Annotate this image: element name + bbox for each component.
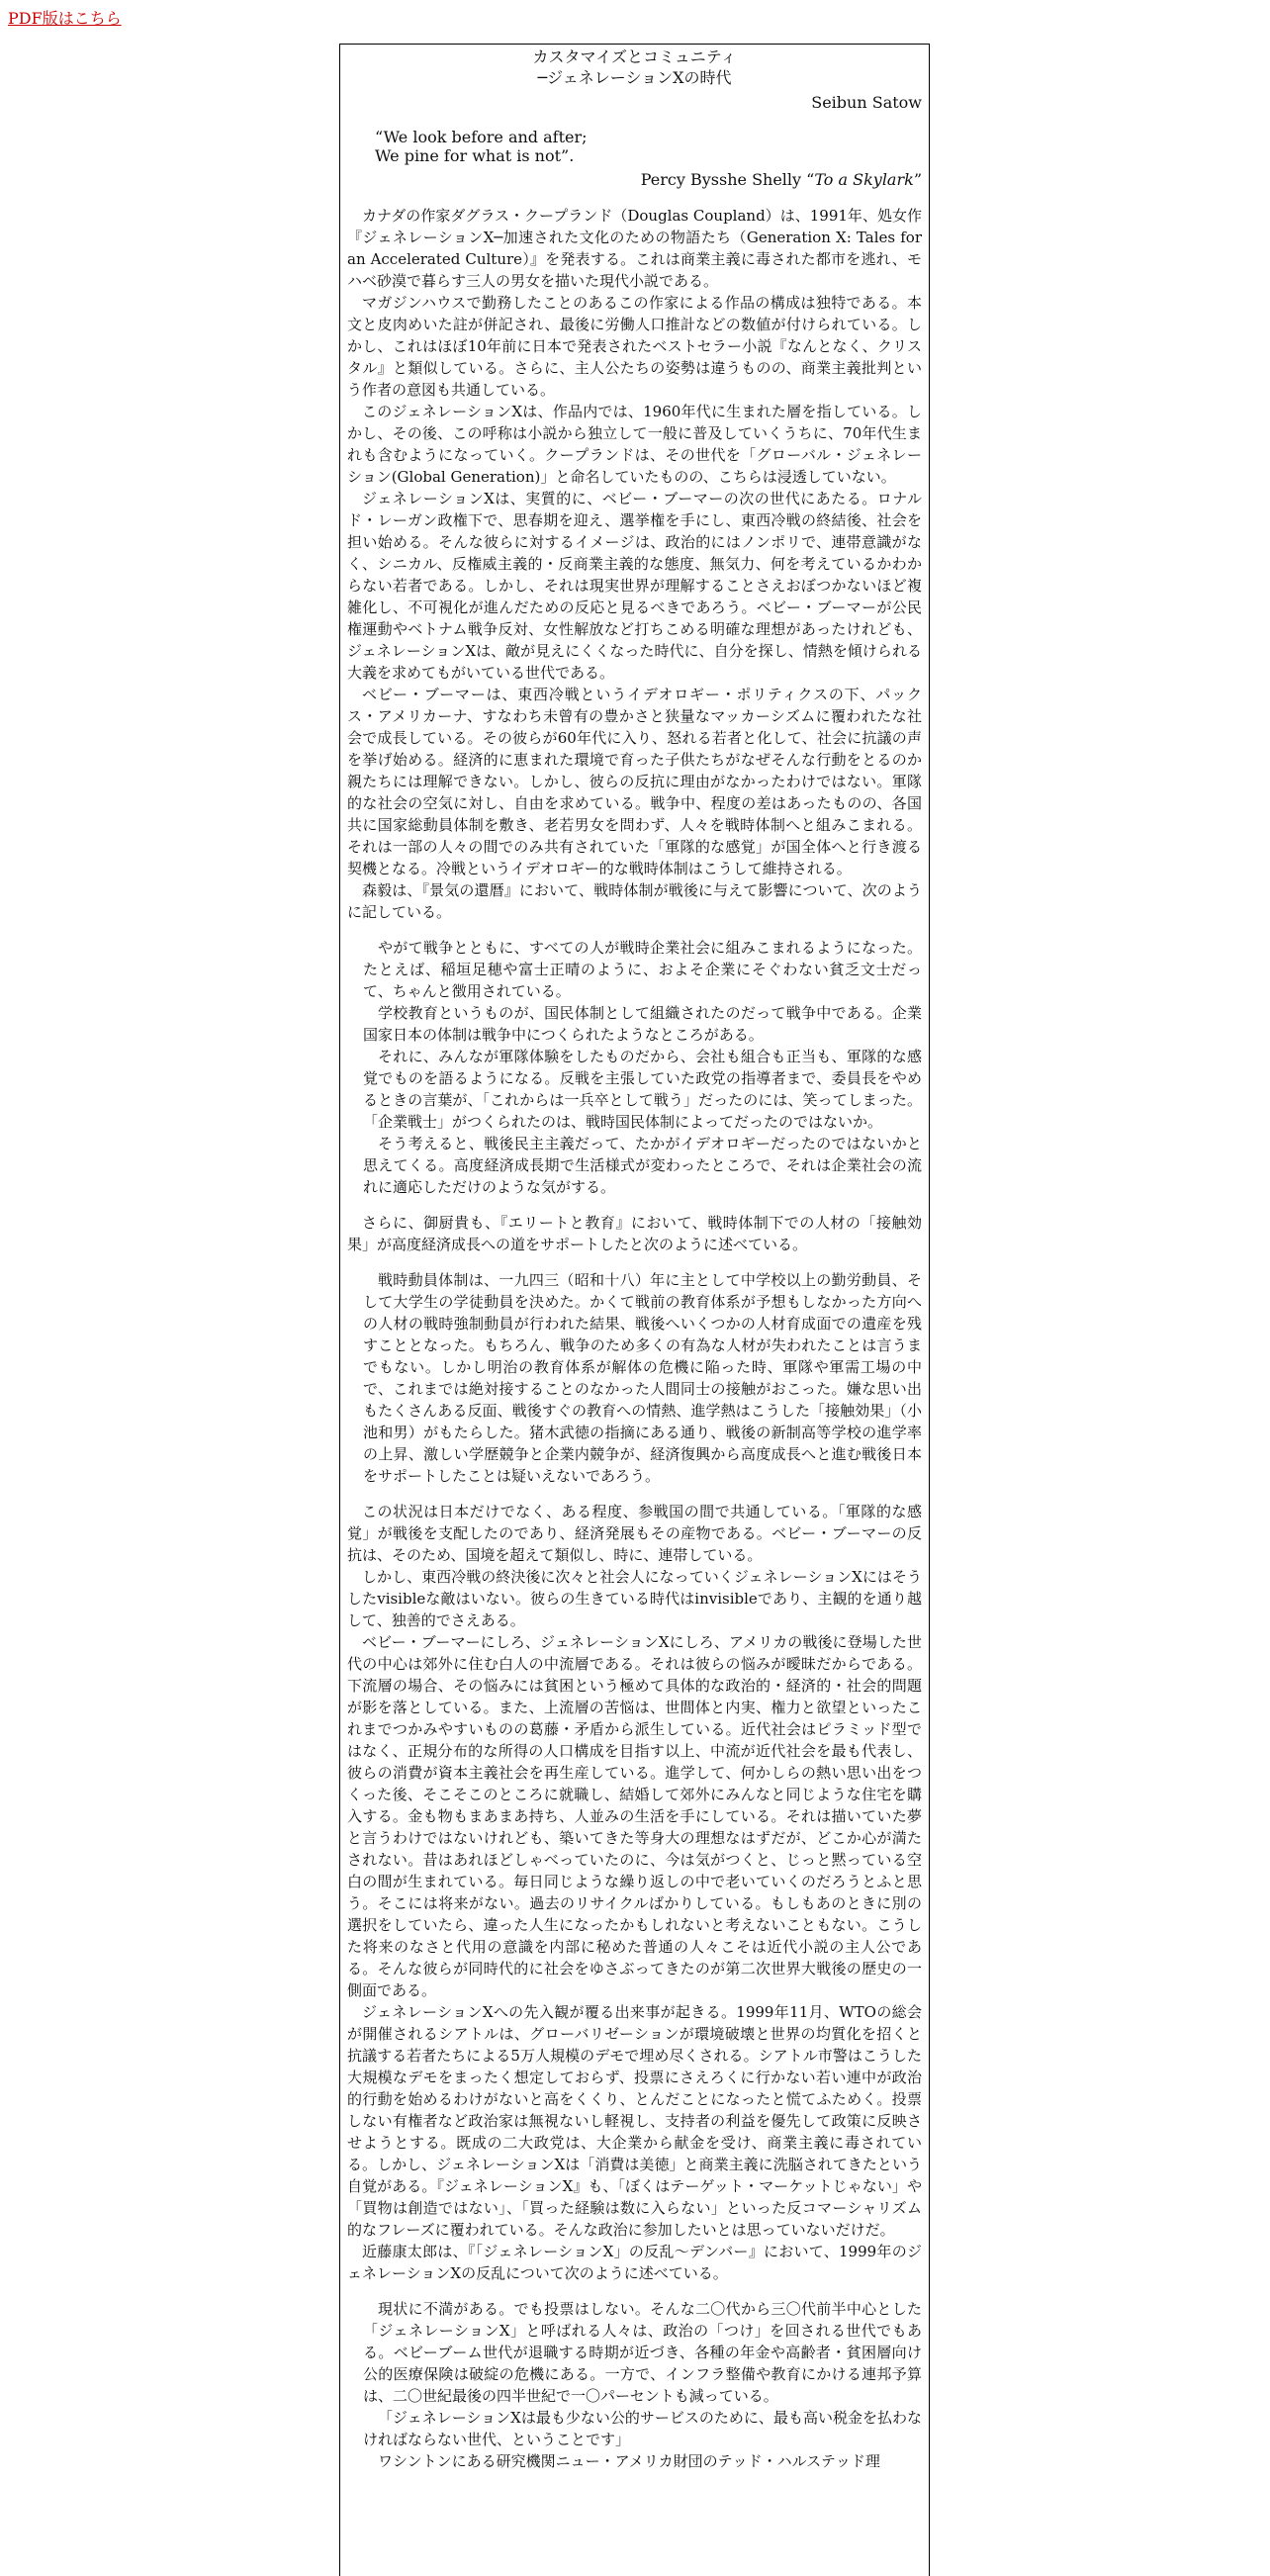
quote-paragraph: 「ジェネレーションXは最も少ない公的サービスのために、最も高い税金を払わなければならない世代、ということです」 — [363, 2409, 922, 2448]
pdf-version-link[interactable]: PDF版はこちら — [8, 9, 122, 28]
paragraph: ベビー・ブーマーは、東西冷戦というイデオロギー・ポリティクスの下、パックス・アメリカーナ、すなわち未曾有の豊かさと狭量なマッカーシズムに覆われたな社会で成長している。その彼らが60年代に入り、怒れる若者と化して、社会に抗議の声を挙げ始める。経済的に恵まれた環境で育った子供たちがなぜそんな行動をとるのか親たちには理解できない。しかし、彼らの反抗に理由がなかったわけではない。軍隊的な社会の空気に対し、自由を求めている。戦争中、程度の差はあったものの、各国共に国家総動員体制を敷き、老若男女を問わず、人々を戦時体制へと組みこまれる。それは一部の人々の間でのみ共有されていた「軍隊的な感覚」が国全体へと行き渡る契機となる。冷戦というイデオロギー的な戦時体制はこうして維持される。 — [347, 686, 922, 877]
author-name: Seibun Satow — [811, 93, 922, 112]
quote-paragraph: そう考えると、戦後民主主義だって、たかがイデオロギーだったのではないかと思えてくる。高度経済成長期で生活様式が変わったところで、それは企業社会の流れに適応しただけのような気がする。 — [363, 1135, 922, 1196]
epigraph — [347, 128, 922, 165]
quote-paragraph: 学校教育というものが、国民体制として組織されたのだって戦争中である。企業国家日本の体制は戦争中につくられたようなところがある。 — [363, 1004, 922, 1044]
paragraph: さらに、御厨貴も、『エリートと教育』において、戦時体制下での人材の「接触効果」が高度経済成長への道をサポートしたと次のように述べている。 — [347, 1214, 922, 1253]
epigraph-source-close: ” — [913, 170, 922, 189]
block-quote-kondo — [363, 2298, 922, 2472]
title-line-2: ─ジェネレーションXの時代 — [537, 68, 732, 87]
paragraph: ベビー・ブーマーにしろ、ジェネレーションXにしろ、アメリカの戦後に登場した世代の中心は郊外に住む白人の中流層である。それは彼らの悩みが曖昧だからである。下流層の場合、その悩みには貧困という極めて具体的な政治的・経済的・社会的問題が影を落としている。また、上流層の苦悩は、世間体と内実、権力と欲望といったこれまでつかみやすいものの葛藤・矛盾から派生している。近代社会はピラミッド型ではなく、正規分布的な所得の人口構成を目指す以上、中流が近代社会を最も代表し、彼らの消費が資本主義社会を再生産している。進学して、何かしらの熱い思い出をつくった後、そこそこのところに就職し、結婚して郊外にみんなと同じような住宅を購入する。金も物もまあまあ持ち、人並みの生活を手にしている。それは描いていた夢と言うわけではないけれども、築いてきた等身大の理想なはずだが、どこか心が満たされない。昔はあれほどしゃべっていたのに、今は気がつくと、じっと黙っている空白の間が生まれている。毎日同じような繰り返しの中で老いていくのだろうとふと思う。そこには将来がない。過去のリサイクルばかりしている。もしもあのときに別の選択をしていたら、違った人生になったかもしれないと考えないこともない。こうした将来のなさと代用の意識を内部に秘めた普通の人々こそは近代小説の主人公である。そんな彼らが同時代的に社会をゆさぶってきたのが第二次世界大戦後の歴史の一側面である。 — [347, 1633, 922, 1999]
paragraph: ジェネレーションXは、実質的に、ベビー・ブーマーの次の世代にあたる。ロナルド・レーガン政権下で、思春期を迎え、選挙権を手にし、東西冷戦の終結後、社会を担い始める。そんな彼らに対するイメージは、政治的にはノンポリで、連帯意識がなく、シニカル、反権威主義的・反商業主義的な態度、無気力、何を考えているかわからない若者である。しかし、それは現実世界が理解することさえおぼつかないほど複雑化し、不可視化が進んだための反応と見るべきであろう。ベビー・ブーマーが公民権運動やベトナム戦争反対、女性解放など打ちこめる明確な理想があったけれども、ジェネレーションXは、敵が見えにくくなった時代に、自分を探し、情熱を傾けられる大義を求めてもがいている世代である。 — [347, 490, 922, 682]
epigraph-line-2: We pine for what is not”. — [375, 146, 575, 165]
paragraph: カナダの作家ダグラス・クープランド（Douglas Coupland）は、1991年、処女作『ジェネレーションX─加速された文化のための物語たち（Generation X: Tales for an Accelerated Culture）』を発表する。これは商業主義に毒された都市を逃れ、モハベ砂漠で暮らす三人の男女を描いた現代小説である。 — [347, 207, 922, 290]
paragraph: 近藤康太郎は、『「ジェネレーションX」の反乱～デンバー』において、1999年のジェネレーションXの反乱について次のように述べている。 — [347, 2243, 922, 2282]
epigraph-source — [347, 169, 922, 191]
epigraph-line-1: “We look before and after; — [375, 128, 588, 146]
title-line-1: カスタマイズとコミュニティ — [532, 47, 737, 66]
paragraph: マガジンハウスで勤務したことのあるこの作家による作品の構成は独特である。本文と皮肉めいた註が併記され、最後に労働人口推計などの数値が付けられている。しかし、これはほぼ10年前に日本で発表されたベストセラー小説『なんとなく、クリスタル』と類似している。さらに、主人公たちの姿勢は違うものの、商業主義批判という作者の意図も共通している。 — [347, 294, 922, 399]
quote-paragraph: やがて戦争とともに、すべての人が戦時企業社会に組みこまれるようになった。たとえば、稲垣足穂や富士正晴のように、およそ企業にそぐわない貧乏文士だって、ちゃんと徴用されている。 — [363, 939, 922, 1000]
block-quote-mikuriya — [363, 1269, 922, 1487]
quote-paragraph: 現状に不満がある。でも投票はしない。そんな二〇代から三〇代前半中心とした「ジェネレーションX」と呼ばれる人々は、政治の「つけ」を回される世代でもある。ベビーブーム世代が退職する時期が近づき、各種の年金や高齢者・貧困層向け公的医療保険は破綻の危機にある。一方で、インフラ整備や教育にかける連邦予算は、二〇世紀最後の四半世紀で一〇パーセントも減っている。 — [363, 2300, 922, 2405]
quote-paragraph: ワシントンにある研究機関ニュー・アメリカ財団のテッド・ハルステッド理 — [378, 2452, 880, 2470]
paragraph: ジェネレーションXへの先入観が覆る出来事が起きる。1999年11月、WTOの総会が開催されるシアトルは、グローバリゼーションが環境破壊と世界の均質化を招くと抗議する若者たちによる5万人規模のデモで埋め尽くされる。シアトル市警はこうした大規模なデモをまったく想定しておらず、投票にさえろくに行かない若い連中が政治的行動を始めるわけがないと高をくくり、とんだことになったと慌てふためく。投票しない有権者など政治家は無視ないし軽視し、支持者の利益を優先して政策に反映させようとする。既成の二大政党は、大企業から献金を受け、商業主義に毒されている。しかし、ジェネレーションXは「消費は美徳」と商業主義に洗脳されてきたという自覚がある。『ジェネレーションX』も、「ぼくはテーゲット・マーケットじゃない」や「買物は創造ではない」、「買った経験は数に入らない」といった反コマーシャリズム的なフレーズに覆われている。そんな政治に参加したいとは思っていないだけだ。 — [347, 2003, 922, 2239]
quote-paragraph: それに、みんなが軍隊体験をしたものだから、会社も組合も正当も、軍隊的な感覚でものを語るようになる。反戦を主張していた政党の指導者まで、委員長をやめるときの言葉が、「これからは一兵卒として戦う」だったのには、笑ってしまった。「企業戦士」がつくられたのは、戦時国民体制によってだったのではないか。 — [363, 1048, 922, 1131]
body-section-3 — [347, 1501, 922, 2284]
paragraph: このジェネレーションXは、作品内では、1960年代に生まれた層を指している。しかし、その後、この呼称は小説から独立して一般に普及していくうちに、70年代生まれも含むようになっていく。クープランドは、その世代を「グローバル・ジェネレーション(Global Generation)」と命名していたものの、こちらは浸透していない。 — [347, 403, 922, 486]
block-quote-mori — [363, 937, 922, 1198]
epigraph-source-title: To a Skylark — [814, 170, 914, 189]
paragraph: この状況は日本だけでなく、ある程度、参戦国の間で共通している。「軍隊的な感覚」が戦後を支配したのであり、経済発展もその産物である。ベビー・ブーマーの反抗は、そのため、国境を超えて類似し、時に、連帯している。 — [347, 1503, 922, 1564]
quote-paragraph: 戦時動員体制は、一九四三（昭和十八）年に主として中学校以上の勤労動員、そして大学生の学徒動員を決めた。かくて戦前の教育体系が予想もしなかった方向への人材の戦時強制動員が行われた結果、戦後へいくつかの人材育成面での遺産を残すこととなった。もちろん、戦争のため多くの有為な人材が失われたことは言うまでもない。しかし明治の教育体系が解体の危機に陥った時、軍隊や軍需工場の中で、これまでは絶対接することのなかった人間同士の接触がおこった。嫌な思い出もたくさんある反面、戦後すぐの教育への情熱、進学熱はこうした「接触効果」（小池和男）がもたらした。猪木武徳の指摘にある通り、戦後の新制高等学校の進学率の上昇、激しい学歴競争と企業内競争が、経済復興から高度成長へと進む戦後日本をサポートしたことは疑いえないであろう。 — [363, 1271, 922, 1485]
paragraph: しかし、東西冷戦の終決後に次々と社会人になっていくジェネレーションXにはそうしたvisibleな敵はいない。彼らの生きている時代はinvisibleであり、主観的を通り越して、独善的でさえある。 — [347, 1568, 922, 1629]
epigraph-source-author: Percy Bysshe Shelly “ — [640, 170, 815, 189]
body-section-2 — [347, 1212, 922, 1255]
article-frame — [339, 44, 930, 2576]
article-title — [347, 46, 922, 88]
body-section-1 — [347, 205, 922, 923]
paragraph: 森毅は、『景気の還暦』において、戦時体制が戦後に与えて影響について、次のように記している。 — [347, 881, 922, 921]
